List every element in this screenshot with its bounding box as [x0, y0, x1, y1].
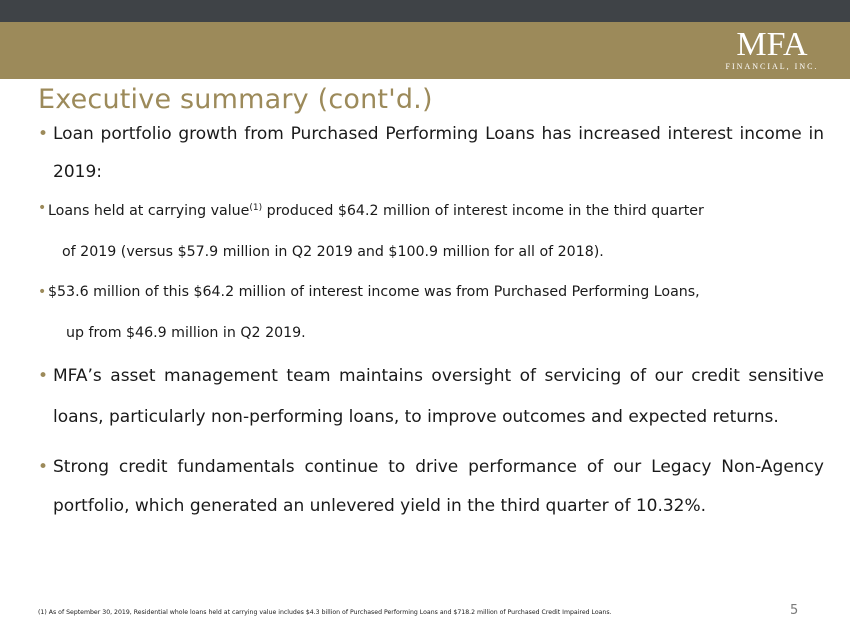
subbullet-carrying-value-pre: Loans held at carrying value	[48, 203, 250, 219]
bullet-dot-icon: •	[38, 457, 49, 477]
subbullet-carrying-value-line2: of 2019 (versus $57.9 million in Q2 2019 and $100.9 million for all of 2018).	[62, 244, 604, 260]
bullet-asset-management-text: MFA’s asset management team maintains oversight of servicing of our credit sensitive loans, particularly non-performing loans, to improve outcomes and expected returns.	[53, 366, 824, 427]
slide-content	[38, 120, 824, 526]
top-dark-bar	[0, 0, 850, 22]
bullet-dot-icon: •	[38, 124, 49, 144]
page-number: 5	[790, 603, 799, 618]
bullet-dot-icon: •	[38, 366, 49, 386]
logo-subtitle: FINANCIAL, INC.	[725, 62, 819, 71]
bullet-loan-growth-text: Loan portfolio growth from Purchased Performing Loans has increased interest income in 2019:	[53, 124, 824, 182]
bullet-dot-icon: •	[38, 284, 47, 300]
bullet-loan-growth	[38, 115, 824, 191]
slide-title: Executive summary (cont'd.)	[38, 84, 433, 115]
bullet-credit-fundamentals	[38, 448, 824, 526]
subbullet-purchased-performing-line2: up from $46.9 million in Q2 2019.	[66, 325, 306, 341]
company-logo	[712, 28, 832, 76]
bullet-credit-fundamentals-text: Strong credit fundamentals continue to drive performance of our Legacy Non-Agency portfolio, which generated an unlevered yield in the third quarter of 10.32%.	[53, 457, 824, 516]
bullet-asset-management	[38, 356, 824, 437]
bullet-dot-icon: •	[38, 200, 47, 216]
subbullet-carrying-value	[38, 198, 824, 262]
subbullet-carrying-value-post: produced $64.2 million of interest income in the third quarter	[262, 203, 704, 219]
subbullet-purchased-performing	[38, 282, 824, 343]
subbullet-carrying-value-line1	[48, 203, 704, 219]
logo-mark: MFA	[736, 26, 808, 63]
footnote-ref: (1)	[249, 203, 263, 213]
footnote: (1) As of September 30, 2019, Residential whole loans held at carrying value includes $4.3 billion of Purchased Performing Loans and $718.2 million of Purchased Credit Impaired Loans.	[38, 609, 612, 616]
subbullet-purchased-performing-line1: $53.6 million of this $64.2 million of interest income was from Purchased Performing Loans,	[48, 284, 700, 300]
